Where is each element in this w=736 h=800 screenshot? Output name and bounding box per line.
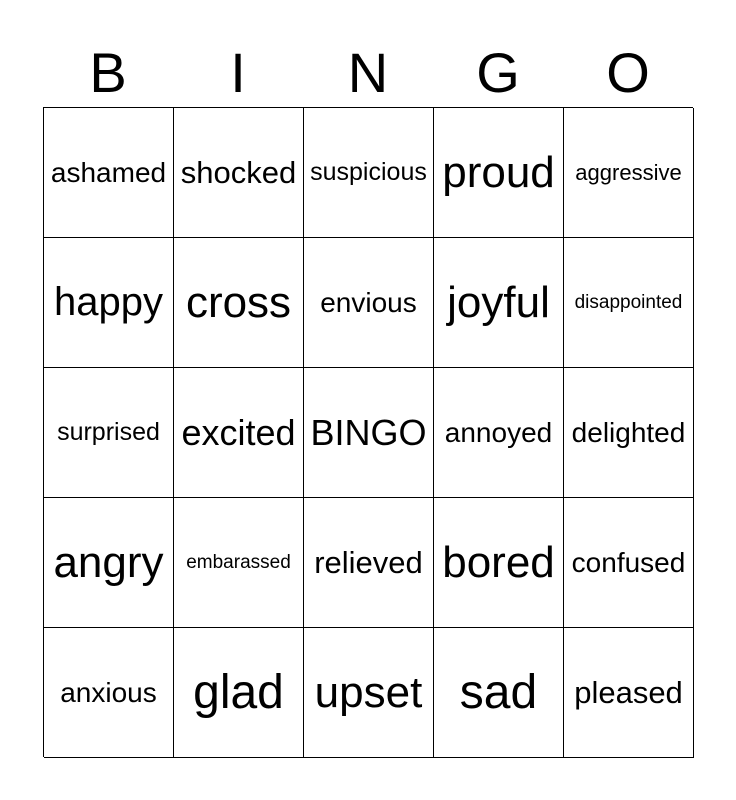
bingo-header bbox=[43, 40, 693, 106]
bingo-cell[interactable]: envious bbox=[304, 238, 434, 368]
bingo-cell[interactable]: suspicious bbox=[304, 108, 434, 238]
bingo-cell[interactable]: glad bbox=[174, 628, 304, 758]
bingo-cell[interactable]: angry bbox=[44, 498, 174, 628]
bingo-cell[interactable]: happy bbox=[44, 238, 174, 368]
bingo-cell[interactable]: embarassed bbox=[174, 498, 304, 628]
bingo-cell[interactable]: relieved bbox=[304, 498, 434, 628]
bingo-cell[interactable]: upset bbox=[304, 628, 434, 758]
bingo-cell[interactable]: aggressive bbox=[564, 108, 694, 238]
bingo-cell[interactable]: bored bbox=[434, 498, 564, 628]
bingo-cell[interactable]: confused bbox=[564, 498, 694, 628]
bingo-cell[interactable]: disappointed bbox=[564, 238, 694, 368]
bingo-cell[interactable]: surprised bbox=[44, 368, 174, 498]
bingo-cell[interactable]: ashamed bbox=[44, 108, 174, 238]
bingo-cell[interactable]: annoyed bbox=[434, 368, 564, 498]
header-letter-g: G bbox=[476, 41, 520, 104]
bingo-cell[interactable]: anxious bbox=[44, 628, 174, 758]
header-letter-b: B bbox=[89, 41, 127, 104]
bingo-cell[interactable]: joyful bbox=[434, 238, 564, 368]
header-letter-n: N bbox=[347, 41, 389, 104]
header-letter-i: I bbox=[230, 41, 246, 104]
bingo-board bbox=[43, 107, 693, 757]
bingo-cell[interactable]: proud bbox=[434, 108, 564, 238]
bingo-cell[interactable]: BINGO bbox=[304, 368, 434, 498]
bingo-cell[interactable]: sad bbox=[434, 628, 564, 758]
bingo-cell[interactable]: cross bbox=[174, 238, 304, 368]
header-letter-o: O bbox=[606, 41, 650, 104]
bingo-cell[interactable]: shocked bbox=[174, 108, 304, 238]
bingo-cell[interactable]: pleased bbox=[564, 628, 694, 758]
bingo-cell[interactable]: excited bbox=[174, 368, 304, 498]
bingo-cell[interactable]: delighted bbox=[564, 368, 694, 498]
